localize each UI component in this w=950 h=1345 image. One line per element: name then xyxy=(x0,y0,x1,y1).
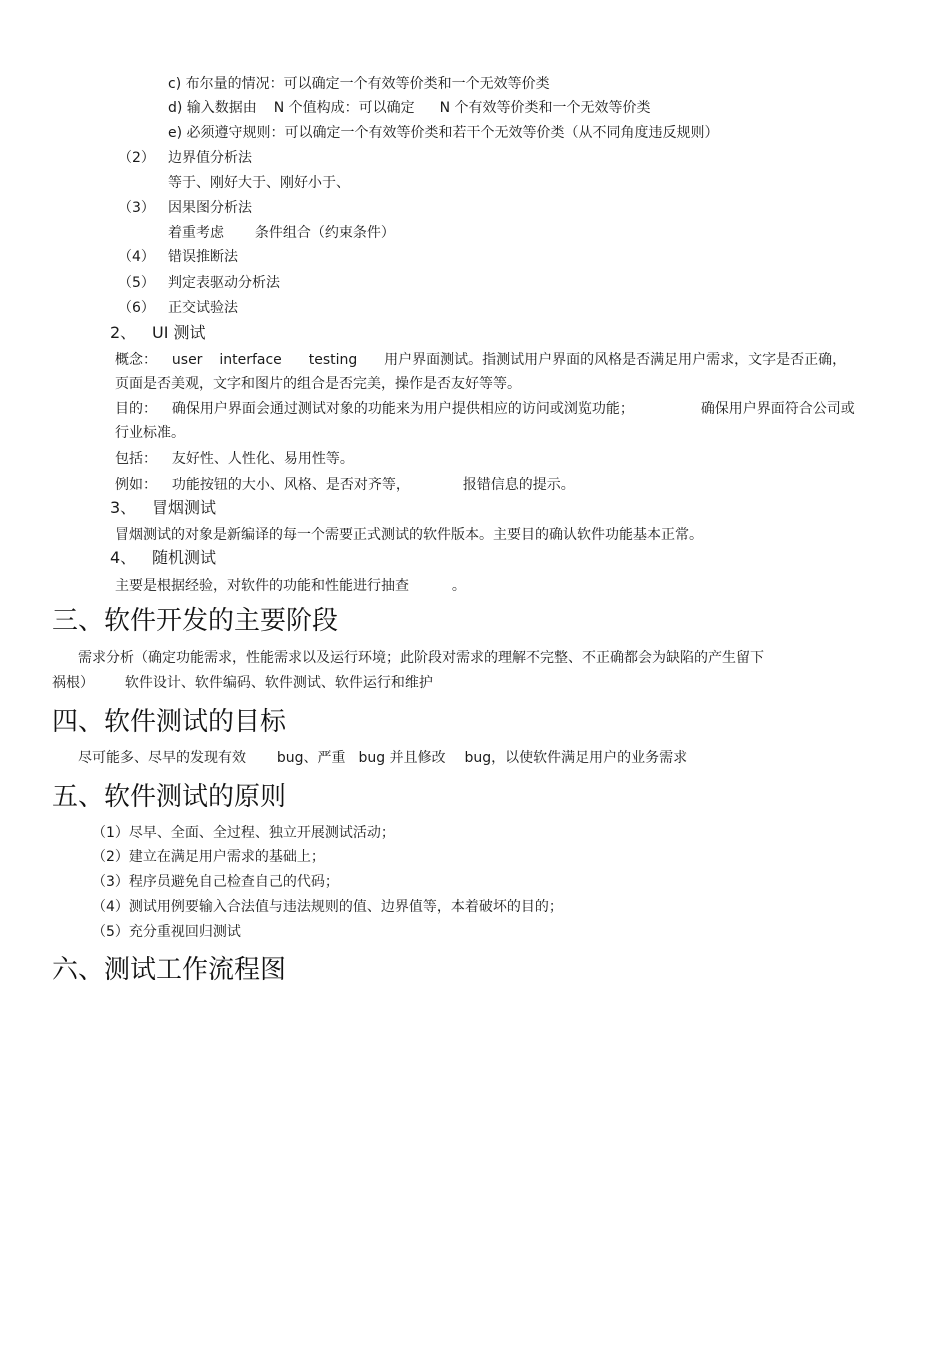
principle-item-4: （4）测试用例要输入合法值与违法规则的值、边界值等，本着破坏的目的； xyxy=(92,899,563,915)
principle-item-2: （2）建立在满足用户需求的基础上； xyxy=(92,849,325,865)
equiv-line-d-part1: d) 输入数据由 xyxy=(168,100,257,116)
equiv-line-d-part3: N 个有效等价类和一个无效等价类 xyxy=(439,100,651,116)
principle-item-3: （3）程序员避免自己检查自己的代码； xyxy=(92,874,339,890)
method-3-label: 因果图分析法 xyxy=(168,200,252,216)
section-3-paragraph-part1: 祸根） xyxy=(52,675,94,691)
section-3-paragraph-line-1: 需求分析（确定功能需求，性能需求以及运行环境；此阶段对需求的理解不完整、不正确都会为缺陷的产生留下 xyxy=(78,650,764,666)
ui-concept-term-1: user xyxy=(171,352,203,368)
equiv-line-e: e) 必须遵守规则：可以确定一个有效等价类和若干个无效等价类（从不同角度违反规则） xyxy=(168,125,719,141)
section-6-title: 六、测试工作流程图 xyxy=(52,955,287,985)
method-4-number: （4） xyxy=(118,249,155,265)
ui-include-text: 友好性、人性化、易用性等。 xyxy=(171,451,354,467)
ui-concept-line-2: 页面是否美观，文字和图片的组合是否完美，操作是否友好等等。 xyxy=(115,376,521,392)
ui-example-line xyxy=(115,476,575,494)
ui-purpose-text-2: 确保用户界面符合公司或 xyxy=(700,401,855,417)
section-3-paragraph-line-2 xyxy=(52,674,433,692)
method-3-number: （3） xyxy=(118,200,155,216)
smoke-test-heading: 冒烟测试 xyxy=(152,498,217,517)
section-4-part1: 尽可能多、尽早的发现有效 xyxy=(78,750,246,766)
random-test-heading-number: 4、 xyxy=(110,548,137,567)
ui-concept-term-3: testing xyxy=(308,352,358,368)
section-4-part4: bug，以使软件满足用户的业务需求 xyxy=(464,750,688,766)
random-test-text xyxy=(115,577,466,595)
section-4-paragraph xyxy=(78,749,687,767)
ui-concept-label: 概念： xyxy=(115,352,157,368)
smoke-test-text: 冒烟测试的对象是新编译的每一个需要正式测试的软件版本。主要目的确认软件功能基本正常。 xyxy=(115,527,703,543)
method-4-label: 错误推断法 xyxy=(168,249,238,265)
method-3-desc-part1: 着重考虑 xyxy=(168,225,224,241)
section-4-title: 四、软件测试的目标 xyxy=(52,707,287,737)
method-5-number: （5） xyxy=(118,275,155,291)
method-2-desc: 等于、刚好大于、刚好小于、 xyxy=(168,175,350,191)
ui-include-line xyxy=(115,450,354,468)
ui-include-label: 包括： xyxy=(115,451,157,467)
random-test-text-main: 主要是根据经验，对软件的功能和性能进行抽查 xyxy=(115,578,409,594)
method-6-number: （6） xyxy=(118,300,155,316)
principle-item-5: （5）充分重视回归测试 xyxy=(92,924,241,940)
equiv-line-d xyxy=(168,99,651,117)
section-3-title: 三、软件开发的主要阶段 xyxy=(52,606,339,636)
method-3-desc-part2: 条件组合（约束条件） xyxy=(254,225,395,241)
section-3-paragraph-part2: 软件设计、软件编码、软件测试、软件运行和维护 xyxy=(124,675,433,691)
ui-purpose-line xyxy=(115,400,855,418)
ui-test-heading: UI 测试 xyxy=(152,323,206,342)
ui-example-label: 例如： xyxy=(115,477,157,493)
section-4-part2: bug、严重 xyxy=(276,750,346,766)
ui-concept-term-2: interface xyxy=(219,352,282,368)
section-5-title: 五、软件测试的原则 xyxy=(52,782,287,812)
method-6-label: 正交试验法 xyxy=(168,300,238,316)
ui-example-text-2: 报错信息的提示。 xyxy=(462,477,575,493)
section-4-part3: bug 并且修改 xyxy=(358,750,446,766)
method-2-number: （2） xyxy=(118,150,155,166)
principle-item-1: （1）尽早、全面、全过程、独立开展测试活动； xyxy=(92,825,395,841)
random-test-text-end: 。 xyxy=(451,578,466,594)
random-test-heading: 随机测试 xyxy=(152,548,217,567)
method-3-desc xyxy=(168,224,395,242)
ui-purpose-text-1: 确保用户界面会通过测试对象的功能来为用户提供相应的访问或浏览功能； xyxy=(171,401,634,417)
smoke-test-heading-number: 3、 xyxy=(110,498,137,517)
ui-test-heading-number: 2、 xyxy=(110,323,137,342)
ui-example-text-1: 功能按钮的大小、风格、是否对齐等， xyxy=(171,477,410,493)
ui-concept-desc: 用户界面测试。指测试用户界面的风格是否满足用户需求，文字是否正确， xyxy=(384,352,847,368)
ui-concept-line xyxy=(115,351,846,369)
ui-purpose-line-2: 行业标准。 xyxy=(115,425,185,441)
equiv-line-d-part2: N 个值构成：可以确定 xyxy=(273,100,415,116)
method-5-label: 判定表驱动分析法 xyxy=(168,275,280,291)
method-2-label: 边界值分析法 xyxy=(168,150,252,166)
equiv-line-c: c) 布尔量的情况：可以确定一个有效等价类和一个无效等价类 xyxy=(168,76,550,92)
ui-purpose-label: 目的： xyxy=(115,401,157,417)
